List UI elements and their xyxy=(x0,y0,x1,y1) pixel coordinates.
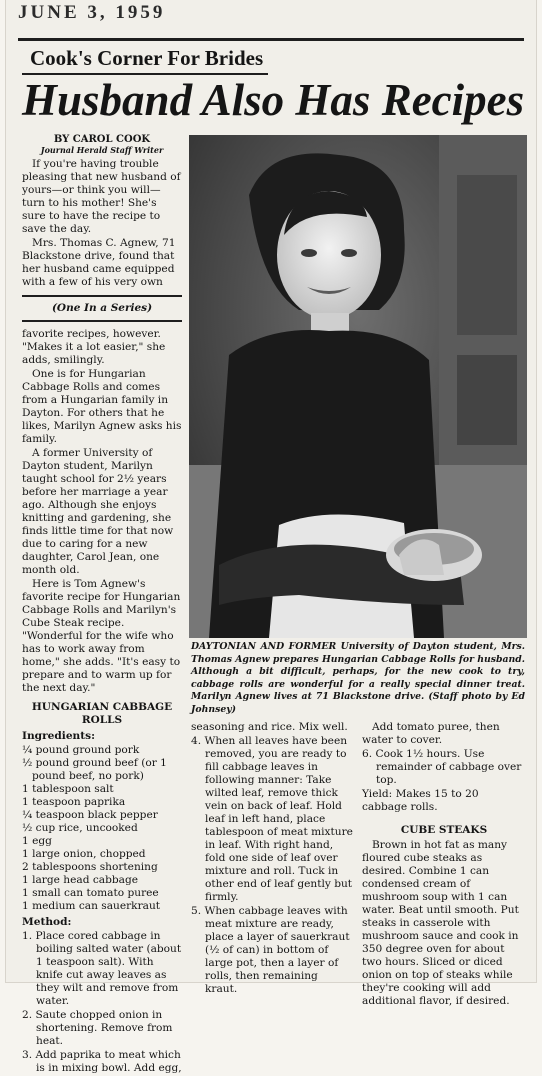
continued-text: seasoning and rice. Mix well. xyxy=(191,721,348,733)
list-item: 3. Add paprika to meat which is in mixing bowl. Add egg, xyxy=(22,1049,182,1074)
list-item: 6. Cook 1½ hours. Use remainder of cabbage over top. xyxy=(362,748,522,786)
list-item: 1 large onion, chopped xyxy=(22,848,146,860)
list-item: 2 tablespoons shortening xyxy=(22,861,158,873)
list-item: 1 teaspoon paprika xyxy=(22,796,126,808)
photo-caption: DAYTONIAN AND FORMER University of Dayton student, Mrs. Thomas Agnew prepares Hungarian Cabbage Rolls for husband. Although a bit difficult, perhaps, for the new cook to try, cabbage rolls are wonderful for a really special dinner treat. Marilyn Agnew lives at 71 Blackstone drive. (Staff photo by Ed Johnsey) xyxy=(191,641,525,715)
list-item: 2. Saute chopped onion in shortening. Remove from heat. xyxy=(22,1009,173,1047)
column-3 xyxy=(362,721,526,1009)
method-steps-final xyxy=(362,748,526,787)
photo-woman-cooking xyxy=(189,135,527,638)
body-paragraph-2: One is for Hungarian Cabbage Rolls and comes from a Hungarian family in Dayton. For others that he likes, Marilyn Agnew asks his family. xyxy=(22,368,182,445)
body-paragraph-3: A former University of Dayton student, Marilyn taught school for 2½ years before her marriage a year ago. Although she enjoys knitting and gardening, she finds little time for that now due to caring for a new daughter, Carol Jean, one month old. xyxy=(22,447,174,576)
intro-paragraph-1: If you're having trouble pleasing that new husband of yours—or think you will—turn to his mother! She's sure to have the recipe to save the day. xyxy=(22,158,181,235)
cube-steaks-text: Brown in hot fat as many floured cube steaks as desired. Combine 1 can condensed cream of mushroom soup with 1 can water. Beat until smooth. Put steaks in casserole with mushroom sauce and cook in 350 degree oven for about two hours. Sliced or diced onion on top of steaks while they're cooking will add additional flavor, if desired. xyxy=(362,839,519,1007)
list-item: ½ pound ground beef (or 1 pound beef, no pork) xyxy=(22,757,167,782)
list-item: ¼ teaspoon black pepper xyxy=(22,809,158,821)
kicker-heading: Cook's Corner For Brides xyxy=(30,46,264,70)
method-steps-continued xyxy=(191,735,353,996)
cube-steaks-title: CUBE STEAKS xyxy=(400,824,488,836)
continued-text: Add tomato puree, then water to cover. xyxy=(362,721,500,746)
recipe-yield: Yield: Makes 15 to 20 cabbage rolls. xyxy=(362,788,479,813)
column-1 xyxy=(22,134,182,1076)
list-item: ½ cup rice, uncooked xyxy=(22,822,138,834)
byline-role: Journal Herald Staff Writer xyxy=(40,145,164,155)
recipe-title xyxy=(22,701,182,727)
ingredients-label: Ingredients: xyxy=(22,730,96,742)
list-item: ¼ pound ground pork xyxy=(22,744,140,756)
headline: Husband Also Has Recipes xyxy=(22,75,525,125)
list-item: 1 small can tomato puree xyxy=(22,887,159,899)
dateline: JUNE 3, 1959 xyxy=(18,2,166,23)
body-paragraph-1: favorite recipes, however. "Makes it a lot easier," she adds, smilingly. xyxy=(22,328,166,366)
method-steps xyxy=(22,930,182,1075)
ingredients-list xyxy=(22,744,182,913)
list-item: 1 medium can sauerkraut xyxy=(22,900,161,912)
list-item: 4. When all leaves have been removed, you are ready to fill cabbage leaves in following manner: Take wilted leaf, remove thick vein on back of leaf. Hold leaf in left hand, place tablespoon of meat mixture in leaf. With right hand, fold one side of leaf over mixture and roll. Tuck in other end of leaf gently but firmly. xyxy=(191,735,353,903)
photo-illustration xyxy=(189,135,527,638)
list-item: 1 tablespoon salt xyxy=(22,783,114,795)
column-2 xyxy=(191,721,353,997)
list-item: 1 large head cabbage xyxy=(22,874,139,886)
intro-paragraph-2: Mrs. Thomas C. Agnew, 71 Blackstone drive, found that her husband came equipped with a few of his very own xyxy=(22,237,176,288)
list-item: 1 egg xyxy=(22,835,52,847)
byline: BY CAROL COOK xyxy=(53,134,151,145)
series-label: (One In a Series) xyxy=(22,295,182,322)
list-item: 5. When cabbage leaves with meat mixture are ready, place a layer of sauerkraut (½ of can) in bottom of large pot, then a layer of rolls, then remaining kraut. xyxy=(191,905,350,995)
recipe-title-line-1: HUNGARIAN CABBAGE xyxy=(31,701,173,713)
top-rule xyxy=(18,38,524,41)
body-paragraph-4: Here is Tom Agnew's favorite recipe for Hungarian Cabbage Rolls and Marilyn's Cube Steak recipe. "Wonderful for the wife who has to work away from home," she adds. "It's easy to prepare and to warm up for the next day." xyxy=(22,578,181,694)
method-label: Method: xyxy=(22,916,72,928)
list-item: 1. Place cored cabbage in boiling salted water (about 1 teaspoon salt). With knife cut away leaves as they wilt and remove from water. xyxy=(22,930,182,1007)
recipe-title-line-2: ROLLS xyxy=(81,714,123,726)
